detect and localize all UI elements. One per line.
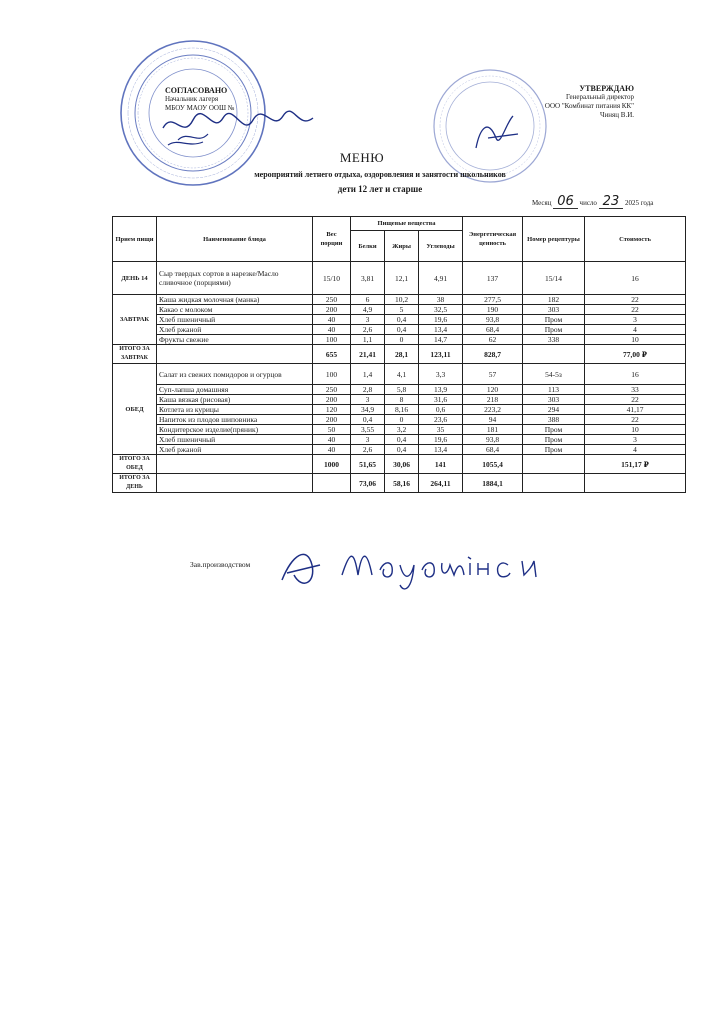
cell-recipe: 338 <box>523 335 585 345</box>
cell-weight: 250 <box>313 295 351 305</box>
cell-protein: 2,6 <box>351 325 385 335</box>
signature-approved <box>468 108 528 158</box>
table-row <box>113 262 686 295</box>
header-energy: Энергетическая ценность <box>463 217 523 262</box>
cell-recipe: Пром <box>523 315 585 325</box>
day-total-row <box>113 474 686 493</box>
dish-name: Фрукты свежие <box>157 335 313 345</box>
cell-carbs: 38 <box>419 295 463 305</box>
cell-cost: 41,17 <box>585 405 686 415</box>
day-total-cost-empty <box>585 474 686 493</box>
cell-fat: 0,4 <box>385 445 419 455</box>
document-subtitle: мероприятий летнего отдыха, оздоровления и занятости школьников <box>254 170 506 179</box>
cell-recipe: Пром <box>523 425 585 435</box>
document-age-group: дети 12 лет и старше <box>337 184 423 194</box>
cell-recipe: 182 <box>523 295 585 305</box>
cell-protein: 6 <box>351 295 385 305</box>
table-row <box>113 445 686 455</box>
cell-carbs: 23,6 <box>419 415 463 425</box>
cell-cost: 22 <box>585 295 686 305</box>
cell-weight: 250 <box>313 385 351 395</box>
cell-carbs: 35 <box>419 425 463 435</box>
cell-carbs: 32,5 <box>419 305 463 315</box>
total-carbs: 123,11 <box>419 345 463 364</box>
cell-weight: 15/10 <box>313 262 351 295</box>
cell-cost: 22 <box>585 395 686 405</box>
total-weight: 1000 <box>313 455 351 474</box>
dish-name: Какао с молоком <box>157 305 313 315</box>
table-row <box>113 415 686 425</box>
cell-weight: 40 <box>313 435 351 445</box>
cell-protein: 0,4 <box>351 415 385 425</box>
footer-production-head: Зав.производством <box>190 560 251 569</box>
header-nutrients: Пищевые вещества <box>351 217 463 231</box>
dish-name: Хлеб ржаной <box>157 445 313 455</box>
table-row <box>113 335 686 345</box>
table-row <box>113 295 686 305</box>
total-fat: 28,1 <box>385 345 419 364</box>
document-title: МЕНЮ <box>339 150 385 165</box>
approved-line3: Чиняц В.И. <box>600 111 634 119</box>
cell-fat: 4,1 <box>385 364 419 385</box>
cell-recipe: 388 <box>523 415 585 425</box>
header-recipe: Номер рецептуры <box>523 217 585 262</box>
day-total-recipe-empty <box>523 474 585 493</box>
cell-recipe: 15/14 <box>523 262 585 295</box>
cell-recipe: Пром <box>523 435 585 445</box>
table-row <box>113 364 686 385</box>
cell-weight: 40 <box>313 315 351 325</box>
agreed-line2: МБОУ МАОУ ООШ № <box>165 104 235 112</box>
cell-weight: 200 <box>313 305 351 315</box>
menu-table <box>112 216 686 493</box>
cell-energy: 68,4 <box>463 325 523 335</box>
cell-protein: 1,1 <box>351 335 385 345</box>
cell-energy: 93,8 <box>463 435 523 445</box>
total-label: ИТОГО ЗА ОБЕД <box>113 455 157 474</box>
cell-weight: 40 <box>313 445 351 455</box>
table-row <box>113 315 686 325</box>
signature-production-head <box>272 535 572 595</box>
table-row <box>113 405 686 415</box>
meal-breakfast: ЗАВТРАК <box>113 295 157 345</box>
cell-weight: 200 <box>313 395 351 405</box>
cell-cost: 4 <box>585 445 686 455</box>
cell-fat: 12,1 <box>385 262 419 295</box>
cell-energy: 218 <box>463 395 523 405</box>
cell-cost: 16 <box>585 262 686 295</box>
total-row <box>113 345 686 364</box>
cell-energy: 120 <box>463 385 523 395</box>
cell-fat: 8 <box>385 395 419 405</box>
cell-weight: 50 <box>313 425 351 435</box>
day-value: 23 <box>599 196 624 209</box>
cell-protein: 1,4 <box>351 364 385 385</box>
approved-title: УТВЕРЖДАЮ <box>579 84 634 93</box>
total-fat: 30,06 <box>385 455 419 474</box>
header-dish: Наименование блюда <box>157 217 313 262</box>
day-total-fat: 58,16 <box>385 474 419 493</box>
cell-energy: 68,4 <box>463 445 523 455</box>
cell-carbs: 19,6 <box>419 315 463 325</box>
dish-name: Напиток из плодов шиповника <box>157 415 313 425</box>
total-row <box>113 455 686 474</box>
day-total-label: ИТОГО ЗА ДЕНЬ <box>113 474 157 493</box>
cell-protein: 34,9 <box>351 405 385 415</box>
header-row-1 <box>113 217 686 231</box>
day-label: число <box>579 199 597 207</box>
dish-name: Каша вязкая (рисовая) <box>157 395 313 405</box>
cell-cost: 4 <box>585 325 686 335</box>
header-carbs: Углеводы <box>419 231 463 262</box>
cell-protein: 2,6 <box>351 445 385 455</box>
cell-energy: 93,8 <box>463 315 523 325</box>
cell-recipe: 113 <box>523 385 585 395</box>
date-line <box>532 196 653 209</box>
cell-energy: 181 <box>463 425 523 435</box>
cell-recipe: 303 <box>523 305 585 315</box>
year-text: 2025 года <box>624 199 654 207</box>
dish-name: Котлета из курицы <box>157 405 313 415</box>
cell-fat: 0,4 <box>385 325 419 335</box>
cell-protein: 3 <box>351 435 385 445</box>
cell-cost: 10 <box>585 425 686 435</box>
dish-name: Хлеб пшеничный <box>157 435 313 445</box>
cell-protein: 3,81 <box>351 262 385 295</box>
cell-weight: 100 <box>313 335 351 345</box>
cell-energy: 57 <box>463 364 523 385</box>
cell-fat: 10,2 <box>385 295 419 305</box>
dish-name: Салат из свежих помидоров и огурцов <box>157 364 313 385</box>
cell-weight: 120 <box>313 405 351 415</box>
approved-line1: Генеральный директор <box>566 93 634 101</box>
cell-recipe: 294 <box>523 405 585 415</box>
cell-recipe: 54-5з <box>523 364 585 385</box>
cell-carbs: 31,6 <box>419 395 463 405</box>
total-energy: 1055,4 <box>463 455 523 474</box>
cell-cost: 16 <box>585 364 686 385</box>
total-protein: 21,41 <box>351 345 385 364</box>
header-cost: Стоимость <box>585 217 686 262</box>
cell-fat: 8,16 <box>385 405 419 415</box>
cell-carbs: 4,91 <box>419 262 463 295</box>
dish-name: Сыр твердых сортов в нарезке/Масло сливочное (порциями) <box>157 262 313 295</box>
cell-carbs: 13,9 <box>419 385 463 395</box>
day-label: ДЕНЬ 14 <box>113 262 157 295</box>
total-weight: 655 <box>313 345 351 364</box>
total-recipe-empty <box>523 455 585 474</box>
cell-fat: 5,8 <box>385 385 419 395</box>
total-recipe-empty <box>523 345 585 364</box>
day-total-carbs: 264,11 <box>419 474 463 493</box>
cell-weight: 200 <box>313 415 351 425</box>
table-row <box>113 305 686 315</box>
cell-cost: 22 <box>585 415 686 425</box>
total-empty <box>157 345 313 364</box>
dish-name: Хлеб пшеничный <box>157 315 313 325</box>
cell-fat: 5 <box>385 305 419 315</box>
agreed-title: СОГЛАСОВАНО <box>165 86 228 95</box>
table-row <box>113 385 686 395</box>
dish-name: Хлеб ржаной <box>157 325 313 335</box>
day-total-protein: 73,06 <box>351 474 385 493</box>
day-total-empty <box>157 474 313 493</box>
cell-carbs: 13,4 <box>419 445 463 455</box>
dish-name: Суп-лапша домашняя <box>157 385 313 395</box>
cell-carbs: 3,3 <box>419 364 463 385</box>
agreed-line1: Начальник лагеря <box>165 95 219 103</box>
cell-recipe: 303 <box>523 395 585 405</box>
header-meal: Прием пищи <box>113 217 157 262</box>
cell-carbs: 19,6 <box>419 435 463 445</box>
cell-protein: 3,55 <box>351 425 385 435</box>
header-fat: Жиры <box>385 231 419 262</box>
cell-recipe: Пром <box>523 445 585 455</box>
total-carbs: 141 <box>419 455 463 474</box>
cell-fat: 3,2 <box>385 425 419 435</box>
cell-protein: 2,8 <box>351 385 385 395</box>
total-cost: 77,00 ₽ <box>585 345 686 364</box>
cell-carbs: 14,7 <box>419 335 463 345</box>
cell-carbs: 0,6 <box>419 405 463 415</box>
day-total-weight-empty <box>313 474 351 493</box>
month-label: Месяц <box>532 199 552 207</box>
day-total-energy: 1884,1 <box>463 474 523 493</box>
total-label: ИТОГО ЗА ЗАВТРАК <box>113 345 157 364</box>
cell-cost: 22 <box>585 305 686 315</box>
cell-energy: 137 <box>463 262 523 295</box>
cell-fat: 0 <box>385 415 419 425</box>
total-cost: 151,17 ₽ <box>585 455 686 474</box>
cell-energy: 62 <box>463 335 523 345</box>
dish-name: Каша жидкая молочная (манка) <box>157 295 313 305</box>
signature-agreed <box>158 100 318 150</box>
cell-energy: 223,2 <box>463 405 523 415</box>
cell-weight: 100 <box>313 364 351 385</box>
total-protein: 51,65 <box>351 455 385 474</box>
cell-energy: 94 <box>463 415 523 425</box>
meal-lunch: ОБЕД <box>113 364 157 455</box>
table-row <box>113 325 686 335</box>
header-protein: Белки <box>351 231 385 262</box>
cell-energy: 190 <box>463 305 523 315</box>
cell-cost: 33 <box>585 385 686 395</box>
cell-protein: 3 <box>351 315 385 325</box>
cell-weight: 40 <box>313 325 351 335</box>
dish-name: Кондитерское изделие(пряник) <box>157 425 313 435</box>
header-weight: Вес порции <box>313 217 351 262</box>
table-row <box>113 425 686 435</box>
cell-fat: 0,4 <box>385 315 419 325</box>
cell-cost: 3 <box>585 315 686 325</box>
table-row <box>113 395 686 405</box>
cell-protein: 4,9 <box>351 305 385 315</box>
table-row <box>113 435 686 445</box>
cell-fat: 0,4 <box>385 435 419 445</box>
total-empty <box>157 455 313 474</box>
cell-protein: 3 <box>351 395 385 405</box>
cell-carbs: 13,4 <box>419 325 463 335</box>
cell-fat: 0 <box>385 335 419 345</box>
approved-line2: ООО "Комбинат питания КК" <box>544 102 634 110</box>
cell-cost: 10 <box>585 335 686 345</box>
total-energy: 828,7 <box>463 345 523 364</box>
cell-cost: 3 <box>585 435 686 445</box>
month-value: 06 <box>553 196 578 209</box>
cell-recipe: Пром <box>523 325 585 335</box>
cell-energy: 277,5 <box>463 295 523 305</box>
